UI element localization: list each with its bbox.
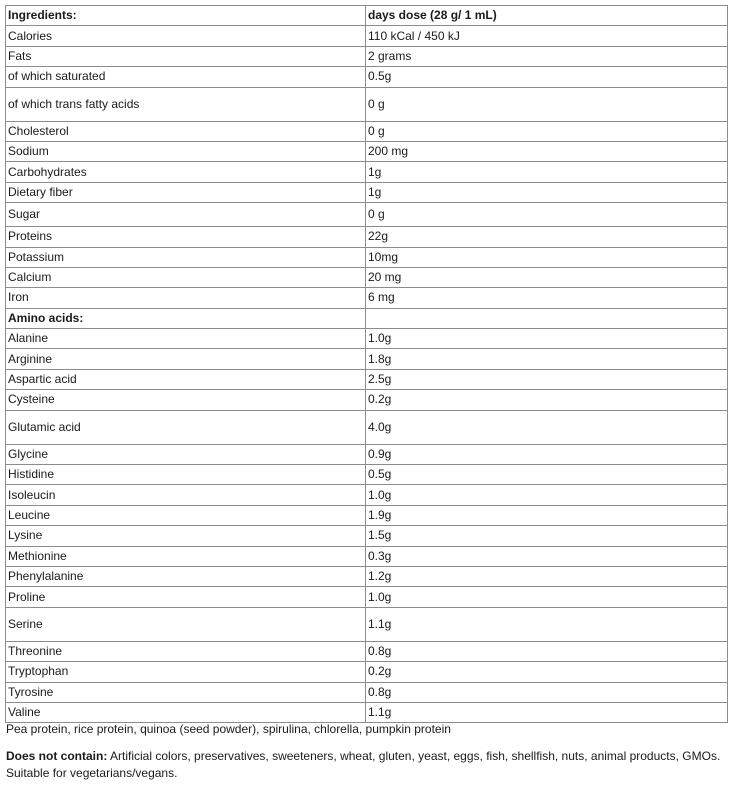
table-row xyxy=(6,465,728,485)
table-row xyxy=(6,308,728,328)
nutrient-name-cell: Arginine xyxy=(6,349,366,369)
table-row xyxy=(6,410,728,444)
table-row xyxy=(6,46,728,66)
nutrient-value-cell: 0.3g xyxy=(366,546,728,566)
table-row xyxy=(6,505,728,525)
table-row xyxy=(6,349,728,369)
nutrient-name-cell: Proteins xyxy=(6,227,366,247)
table-row xyxy=(6,288,728,308)
table-row xyxy=(6,682,728,702)
nutrient-name-cell: Aspartic acid xyxy=(6,369,366,389)
ingredients-line: Pea protein, rice protein, quinoa (seed powder), spirulina, chlorella, pumpkin protein xyxy=(6,722,451,736)
table-row xyxy=(6,329,728,349)
table-row xyxy=(6,641,728,661)
nutrient-name-cell: Isoleucin xyxy=(6,485,366,505)
nutrient-value-cell: 0.2g xyxy=(366,662,728,682)
nutrient-name-cell: Sugar xyxy=(6,203,366,227)
section-header-value-cell xyxy=(366,308,728,328)
nutrient-name-cell: of which saturated xyxy=(6,67,366,87)
section-header-value-cell: days dose (28 g/ 1 mL) xyxy=(366,6,728,26)
table-row xyxy=(6,162,728,182)
nutrient-name-cell: Calcium xyxy=(6,267,366,287)
table-row xyxy=(6,182,728,202)
nutrient-name-cell: Methionine xyxy=(6,546,366,566)
nutrient-value-cell: 1.1g xyxy=(366,702,728,722)
table-row xyxy=(6,369,728,389)
table-row xyxy=(6,607,728,641)
nutrient-name-cell: Threonine xyxy=(6,641,366,661)
nutrient-name-cell: Dietary fiber xyxy=(6,182,366,202)
nutrient-value-cell: 0.8g xyxy=(366,682,728,702)
nutrient-value-cell: 1.5g xyxy=(366,526,728,546)
table-row xyxy=(6,6,728,26)
nutrient-name-cell: Cholesterol xyxy=(6,121,366,141)
nutrient-value-cell: 4.0g xyxy=(366,410,728,444)
does-not-contain-text: Artificial colors, preservatives, sweeteners, wheat, gluten, yeast, eggs, fish, shellfish, nuts, animal products, GMOs. Suitable for vegetarians/vegans. xyxy=(6,749,721,780)
nutrient-name-cell: Tryptophan xyxy=(6,662,366,682)
nutrient-name-cell: Phenylalanine xyxy=(6,566,366,586)
nutrient-value-cell: 1.8g xyxy=(366,349,728,369)
section-header-cell: Ingredients: xyxy=(6,6,366,26)
nutrient-value-cell: 1.0g xyxy=(366,329,728,349)
table-row xyxy=(6,702,728,722)
table-row xyxy=(6,444,728,464)
nutrient-value-cell: 0.5g xyxy=(366,465,728,485)
nutrient-value-cell: 0 g xyxy=(366,121,728,141)
nutrient-value-cell: 200 mg xyxy=(366,141,728,161)
table-row xyxy=(6,526,728,546)
table-row xyxy=(6,587,728,607)
table-row xyxy=(6,546,728,566)
nutrient-name-cell: Calories xyxy=(6,26,366,46)
nutrient-name-cell: Carbohydrates xyxy=(6,162,366,182)
nutrient-value-cell: 6 mg xyxy=(366,288,728,308)
nutrient-value-cell: 22g xyxy=(366,227,728,247)
nutrient-name-cell: Tyrosine xyxy=(6,682,366,702)
section-header-cell: Amino acids: xyxy=(6,308,366,328)
table-row xyxy=(6,141,728,161)
nutrient-name-cell: Proline xyxy=(6,587,366,607)
nutrient-name-cell: Valine xyxy=(6,702,366,722)
nutrient-value-cell: 1.1g xyxy=(366,607,728,641)
table-row xyxy=(6,485,728,505)
nutrient-value-cell: 1.0g xyxy=(366,587,728,607)
nutrient-name-cell: Lysine xyxy=(6,526,366,546)
table-row xyxy=(6,26,728,46)
nutrient-name-cell: Sodium xyxy=(6,141,366,161)
nutrition-table xyxy=(5,5,728,723)
nutrient-value-cell: 1.2g xyxy=(366,566,728,586)
table-row xyxy=(6,67,728,87)
table-row xyxy=(6,121,728,141)
nutrient-value-cell: 1.0g xyxy=(366,485,728,505)
nutrient-name-cell: Potassium xyxy=(6,247,366,267)
nutrient-value-cell: 10mg xyxy=(366,247,728,267)
nutrient-value-cell: 110 kCal / 450 kJ xyxy=(366,26,728,46)
nutrient-value-cell: 0.5g xyxy=(366,67,728,87)
nutrient-name-cell: Histidine xyxy=(6,465,366,485)
nutrient-value-cell: 1g xyxy=(366,162,728,182)
nutrient-value-cell: 0 g xyxy=(366,87,728,121)
nutrient-name-cell: Glycine xyxy=(6,444,366,464)
nutrient-value-cell: 0 g xyxy=(366,203,728,227)
does-not-contain-note xyxy=(6,748,736,782)
nutrient-value-cell: 0.8g xyxy=(366,641,728,661)
nutrient-value-cell: 2.5g xyxy=(366,369,728,389)
does-not-contain-label: Does not contain: xyxy=(6,749,108,763)
nutrient-value-cell: 1g xyxy=(366,182,728,202)
nutrient-name-cell: Cysteine xyxy=(6,390,366,410)
nutrient-value-cell: 20 mg xyxy=(366,267,728,287)
table-row xyxy=(6,87,728,121)
nutrient-name-cell: Fats xyxy=(6,46,366,66)
table-row xyxy=(6,227,728,247)
nutrient-name-cell: Iron xyxy=(6,288,366,308)
table-row xyxy=(6,662,728,682)
nutrient-value-cell: 2 grams xyxy=(366,46,728,66)
nutrient-name-cell: Glutamic acid xyxy=(6,410,366,444)
table-row xyxy=(6,566,728,586)
nutrient-value-cell: 0.2g xyxy=(366,390,728,410)
table-row xyxy=(6,267,728,287)
nutrient-value-cell: 0.9g xyxy=(366,444,728,464)
nutrient-name-cell: Serine xyxy=(6,607,366,641)
nutrient-name-cell: of which trans fatty acids xyxy=(6,87,366,121)
nutrient-name-cell: Leucine xyxy=(6,505,366,525)
table-row xyxy=(6,390,728,410)
table-row xyxy=(6,203,728,227)
table-row xyxy=(6,247,728,267)
nutrient-value-cell: 1.9g xyxy=(366,505,728,525)
nutrient-name-cell: Alanine xyxy=(6,329,366,349)
nutrition-table-body xyxy=(6,6,728,723)
